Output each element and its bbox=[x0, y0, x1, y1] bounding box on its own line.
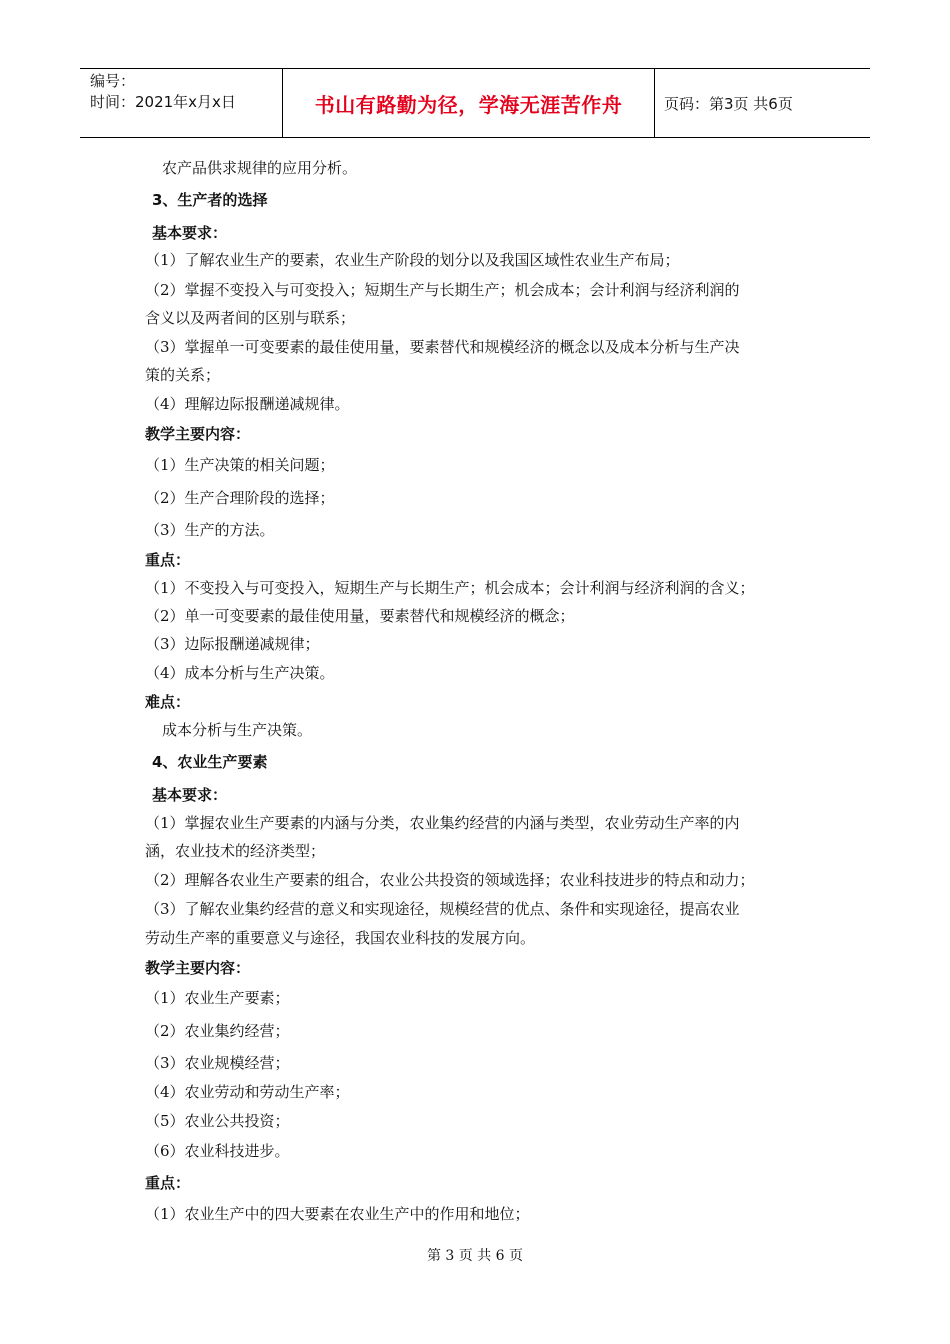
subheading: 教学主要内容： bbox=[145, 425, 251, 443]
subheading: 教学主要内容： bbox=[145, 959, 251, 977]
subheading: 难点： bbox=[145, 693, 191, 711]
body-text: 成本分析与生产决策。 bbox=[162, 721, 313, 739]
list-item: 策的关系； bbox=[145, 366, 221, 384]
header-page-info: 页码：第3页 共6页 bbox=[664, 94, 793, 113]
list-item: （2）理解各农业生产要素的组合，农业公共投资的领域选择；农业科技进步的特点和动力； bbox=[145, 871, 755, 889]
list-item: （1）农业生产中的四大要素在农业生产中的作用和地位； bbox=[145, 1205, 530, 1223]
list-item: （2）单一可变要素的最佳使用量，要素替代和规模经济的概念； bbox=[145, 607, 575, 625]
section-heading: 4、农业生产要素 bbox=[152, 753, 268, 771]
list-item: （3）农业规模经营； bbox=[145, 1054, 290, 1072]
number-label: 编号： bbox=[90, 72, 136, 90]
page-footer: 第 3 页 共 6 页 bbox=[426, 1248, 524, 1264]
subheading: 重点： bbox=[145, 551, 191, 569]
list-item: （3）边际报酬递减规律； bbox=[145, 635, 320, 653]
list-item: （6）农业科技进步。 bbox=[145, 1142, 290, 1160]
list-item: （2）生产合理阶段的选择； bbox=[145, 489, 335, 507]
list-item: （3）了解农业集约经营的意义和实现途径，规模经营的优点、条件和实现途径，提高农业 bbox=[145, 900, 740, 918]
list-item: （1）农业生产要素； bbox=[145, 989, 290, 1007]
list-item: 含义以及两者间的区别与联系； bbox=[145, 309, 356, 327]
list-item: 涵，农业技术的经济类型； bbox=[145, 842, 326, 860]
list-item: （4）成本分析与生产决策。 bbox=[145, 664, 335, 682]
header-table bbox=[80, 68, 870, 138]
subheading: 基本要求： bbox=[152, 786, 228, 804]
list-item: （2）掌握不变投入与可变投入；短期生产与长期生产；机会成本；会计利润与经济利润的 bbox=[145, 281, 740, 299]
list-item: （1）不变投入与可变投入，短期生产与长期生产；机会成本；会计利润与经济利润的含义； bbox=[145, 579, 755, 597]
body-text: 农产品供求规律的应用分析。 bbox=[162, 159, 358, 177]
list-item: （2）农业集约经营； bbox=[145, 1022, 290, 1040]
list-item: （4）农业劳动和劳动生产率； bbox=[145, 1083, 350, 1101]
subheading: 重点： bbox=[145, 1174, 191, 1192]
list-item: （1）了解农业生产的要素，农业生产阶段的划分以及我国区域性农业生产布局； bbox=[145, 251, 680, 269]
list-item: （3）掌握单一可变要素的最佳使用量，要素替代和规模经济的概念以及成本分析与生产决 bbox=[145, 338, 740, 356]
list-item: 劳动生产率的重要意义与途径，我国农业科技的发展方向。 bbox=[145, 929, 536, 947]
time-label: 时间：2021年x月x日 bbox=[90, 93, 236, 111]
list-item: （1）生产决策的相关问题； bbox=[145, 456, 335, 474]
header-meta bbox=[90, 71, 236, 113]
list-item: （3）生产的方法。 bbox=[145, 521, 275, 539]
subheading: 基本要求： bbox=[152, 224, 228, 242]
header-motto: 书山有路勤为径，学海无涯苦作舟 bbox=[314, 92, 623, 117]
list-item: （1）掌握农业生产要素的内涵与分类，农业集约经营的内涵与类型，农业劳动生产率的内 bbox=[145, 814, 740, 832]
section-heading: 3、生产者的选择 bbox=[152, 191, 268, 209]
header-divider bbox=[654, 69, 655, 137]
list-item: （5）农业公共投资； bbox=[145, 1112, 290, 1130]
list-item: （4）理解边际报酬递减规律。 bbox=[145, 395, 350, 413]
